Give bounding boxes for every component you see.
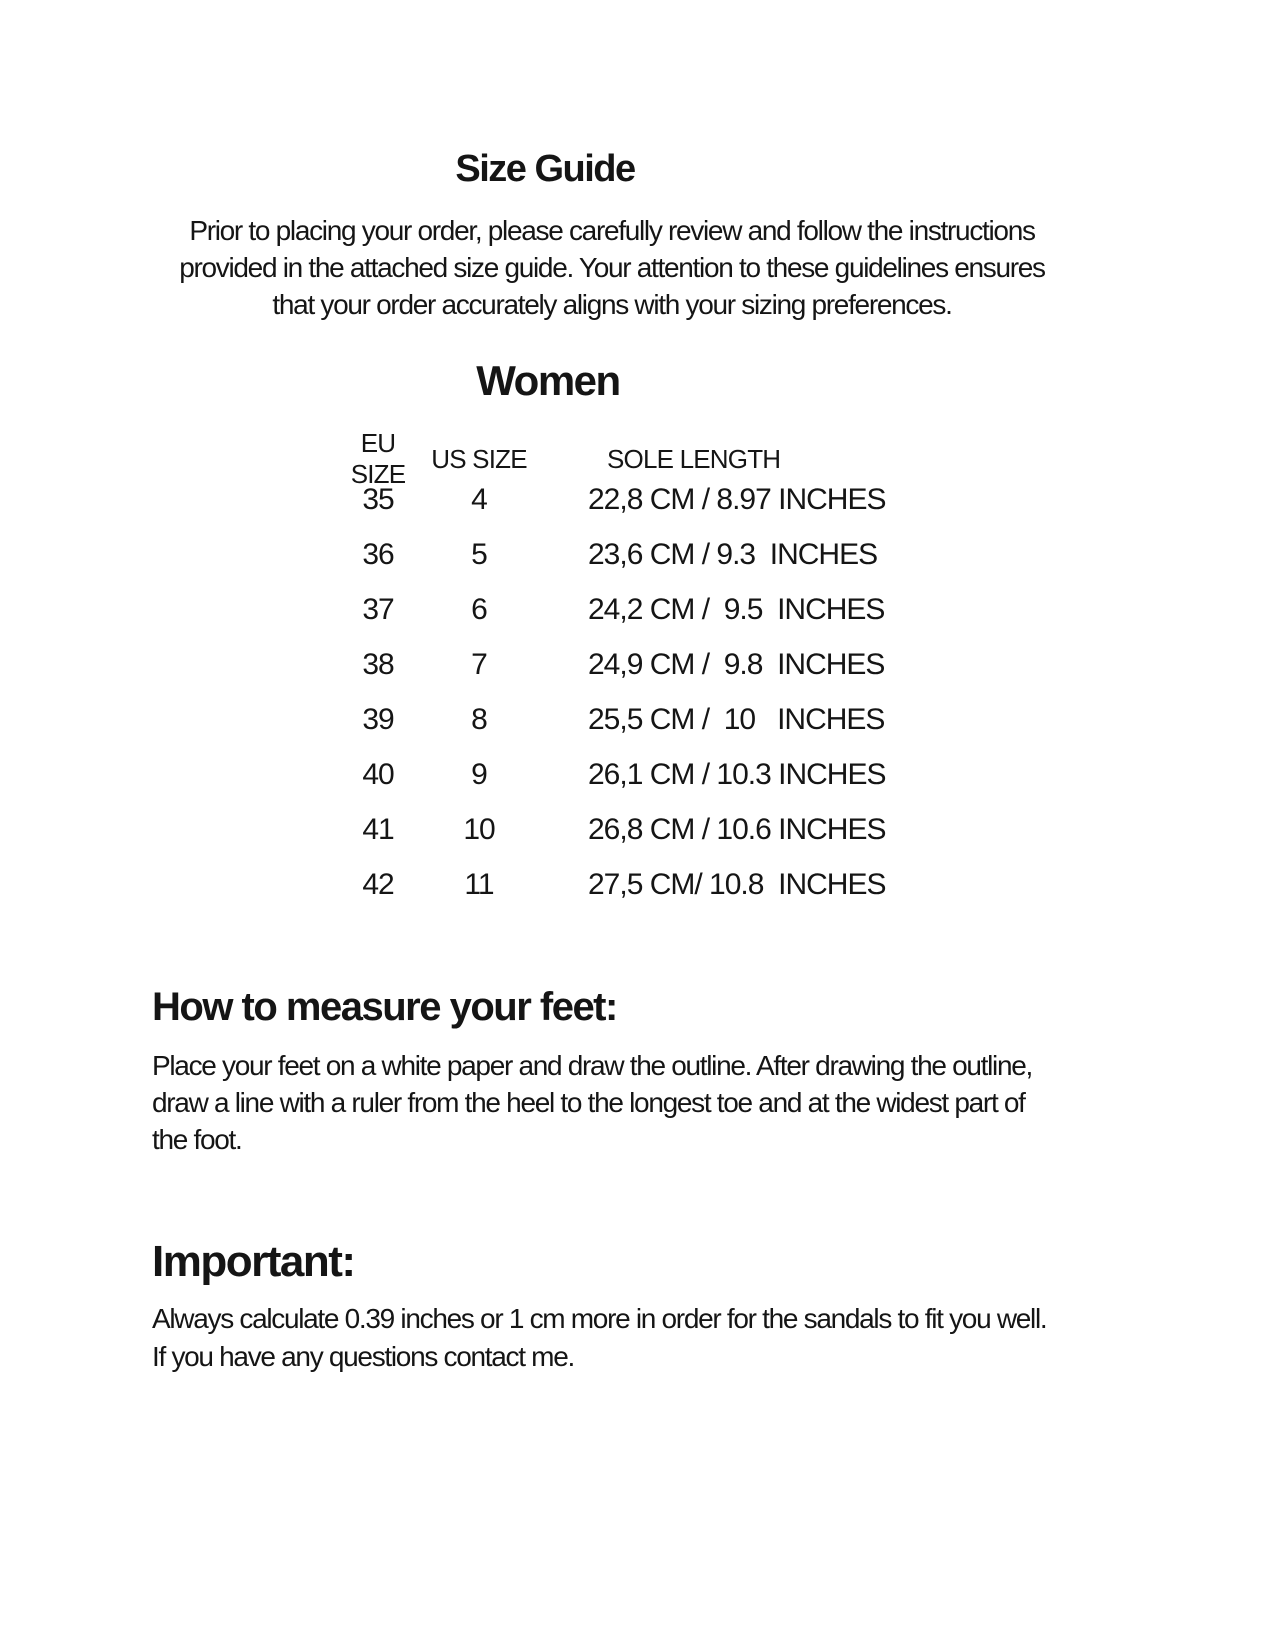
measure-paragraph — [152, 1047, 1072, 1158]
table-row — [333, 582, 1072, 637]
table-row — [333, 747, 1072, 802]
cell-sole-length: 27,5 CM/ 10.8 INCHES — [588, 867, 886, 901]
women-heading: Women — [476, 357, 620, 404]
cell-eu-size: 41 — [362, 812, 394, 846]
intro-line: that your order accurately aligns with your sizing preferences. — [272, 289, 952, 320]
table-row — [333, 527, 1072, 582]
cell-sole-length: 25,5 CM / 10 INCHES — [588, 702, 885, 736]
cell-eu-size: 37 — [362, 592, 394, 626]
page-content — [152, 0, 1072, 1376]
table-row — [333, 802, 1072, 857]
cell-us-size: 9 — [471, 757, 487, 791]
cell-eu-size: 35 — [362, 482, 394, 516]
measure-line: Place your feet on a white paper and draw the outline. After drawing the outline, — [152, 1050, 1032, 1081]
cell-sole-length: 24,2 CM / 9.5 INCHES — [588, 592, 885, 626]
cell-sole-length: 26,8 CM / 10.6 INCHES — [588, 812, 886, 846]
cell-sole-length: 23,6 CM / 9.3 INCHES — [588, 537, 878, 571]
important-line: Always calculate 0.39 inches or 1 cm more in order for the sandals to fit you well. — [152, 1303, 1047, 1334]
table-row — [333, 472, 1072, 527]
cell-eu-size: 39 — [362, 702, 394, 736]
cell-eu-size: 40 — [362, 757, 394, 791]
cell-us-size: 5 — [471, 537, 487, 571]
intro-line: provided in the attached size guide. Your attention to these guidelines ensures — [179, 252, 1045, 283]
cell-sole-length: 26,1 CM / 10.3 INCHES — [588, 757, 886, 791]
table-header-row — [333, 428, 1072, 489]
intro-paragraph — [152, 212, 1072, 323]
column-header-sole-length: SOLE LENGTH — [607, 443, 781, 474]
table-row — [333, 857, 1072, 912]
page-title: Size Guide — [455, 148, 635, 190]
cell-us-size: 10 — [463, 812, 495, 846]
cell-sole-length: 22,8 CM / 8.97 INCHES — [588, 482, 886, 516]
cell-eu-size: 42 — [362, 867, 394, 901]
important-paragraph — [152, 1300, 1072, 1376]
intro-line: Prior to placing your order, please carefully review and follow the instructions — [189, 215, 1035, 246]
important-line: If you have any questions contact me. — [152, 1341, 574, 1372]
cell-us-size: 8 — [471, 702, 487, 736]
column-header-us-size: US SIZE — [431, 443, 527, 474]
table-row — [333, 637, 1072, 692]
cell-sole-length: 24,9 CM / 9.8 INCHES — [588, 647, 885, 681]
cell-us-size: 4 — [471, 482, 487, 516]
size-table — [333, 428, 1072, 912]
cell-eu-size: 38 — [362, 647, 394, 681]
measure-line: draw a line with a ruler from the heel to the longest toe and at the widest part of — [152, 1087, 1025, 1118]
cell-us-size: 11 — [464, 867, 494, 901]
cell-us-size: 7 — [471, 647, 487, 681]
important-section-heading: Important: — [152, 1237, 355, 1286]
cell-eu-size: 36 — [362, 537, 394, 571]
cell-us-size: 6 — [471, 592, 487, 626]
column-header-eu-size: EU SIZE — [350, 428, 406, 489]
measure-line: the foot. — [152, 1124, 242, 1155]
table-row — [333, 692, 1072, 747]
measure-section-heading: How to measure your feet: — [152, 985, 617, 1029]
